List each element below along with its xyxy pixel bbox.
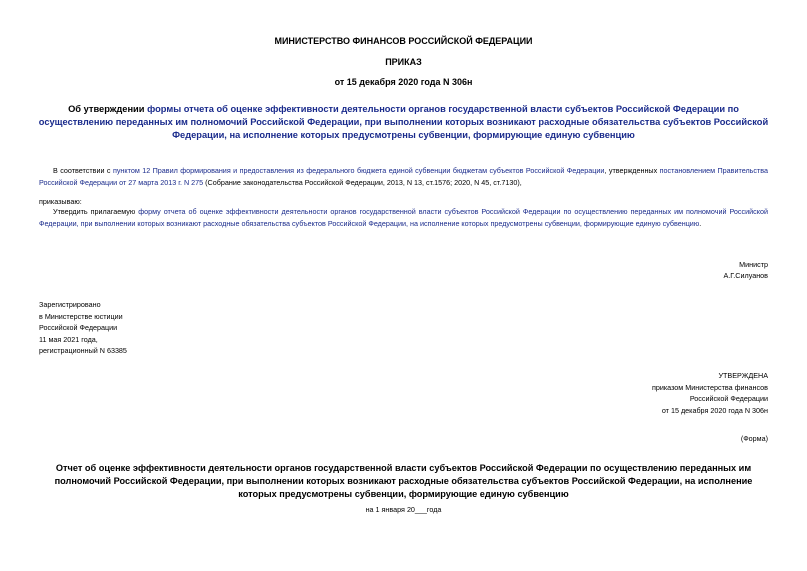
doc-type-heading: ПРИКАЗ — [385, 57, 422, 67]
approval-line: приказом Министерства финансов — [651, 382, 768, 392]
ministry-heading: МИНИСТЕРСТВО ФИНАНСОВ РОССИЙСКОЙ ФЕДЕРАЦИИ — [274, 36, 533, 46]
paragraph-basis — [39, 165, 768, 189]
registration-line: Российской Федерации — [39, 323, 118, 332]
approval-line: УТВЕРЖДЕНА — [718, 371, 768, 380]
p2-text-start: Утвердить прилагаемую — [53, 207, 139, 216]
p1-link-resolution[interactable]: постановлением Правительства Российской Федерации от 27 марта 2013 г. N 275 — [39, 166, 769, 187]
p1-text-mid: , утвержденных — [604, 166, 660, 175]
report-as-of: на 1 января 20___года — [365, 505, 442, 514]
order-title-link[interactable]: формы отчета об оценке эффективности деятельности органов государственной власти субъектов Российской Федерации по осуществлению переданных им полномочий Российской Федерации, при выполнении которых возникают расходные обязательства субъектов Российской Федерации, на исполнение которых предусмотрены субвенции, формирующие единую субвенцию — [38, 104, 769, 140]
order-title-prefix: Об утверждении — [68, 104, 148, 114]
registration-block — [39, 299, 127, 357]
p2-link-form[interactable]: форму отчета об оценке эффективности деятельности органов государственной власти субъектов Российской Федерации по осуществлению переданных им полномочий Российской Федерации, при выполнении которых возникают расходные обязательства субъектов Российской Федерации, на исполнение которых предусмотрены субвенции, формирующие единую субвенцию — [39, 207, 768, 228]
approval-line: Российской Федерации — [689, 394, 768, 403]
registration-line: регистрационный N 63385 — [39, 346, 127, 355]
p1-text-start: В соответствии с — [53, 166, 113, 175]
registration-line: в Министерстве юстиции — [39, 311, 123, 321]
paragraph-approve — [39, 206, 768, 230]
signature-position: Министр — [739, 260, 768, 269]
order-title — [38, 103, 769, 142]
signature-name: А.Г.Силуанов — [723, 271, 768, 280]
order-word: приказываю: — [39, 197, 82, 206]
form-label: (Форма) — [740, 434, 768, 443]
date-number-heading: от 15 декабря 2020 года N 306н — [334, 77, 473, 87]
approval-line: от 15 декабря 2020 года N 306н — [661, 405, 768, 415]
p1-link-rules[interactable]: пунктом 12 Правил формирования и предоставления из федерального бюджета единой субвенции бюджетам субъектов Российской Федерации — [112, 166, 605, 175]
registration-line: Зарегистрировано — [39, 300, 101, 309]
p1-text-end: (Собрание законодательства Российской Федерации, 2013, N 13, ст.1576; 2020, N 45, ст.7130), — [203, 178, 522, 187]
registration-line: 11 мая 2021 года, — [39, 334, 98, 344]
p2-text-end: . — [699, 219, 702, 228]
approval-block — [652, 370, 768, 416]
report-title: Отчет об оценке эффективности деятельности органов государственной власти субъектов Российской Федерации по осуществлению переданных им полномочий Российской Федерации, при выполнении которых возникают расходные обязательства субъектов Российской Федерации, на исполнение которых предусмотрены субвенции, формирующие единую субвенцию — [54, 463, 753, 499]
